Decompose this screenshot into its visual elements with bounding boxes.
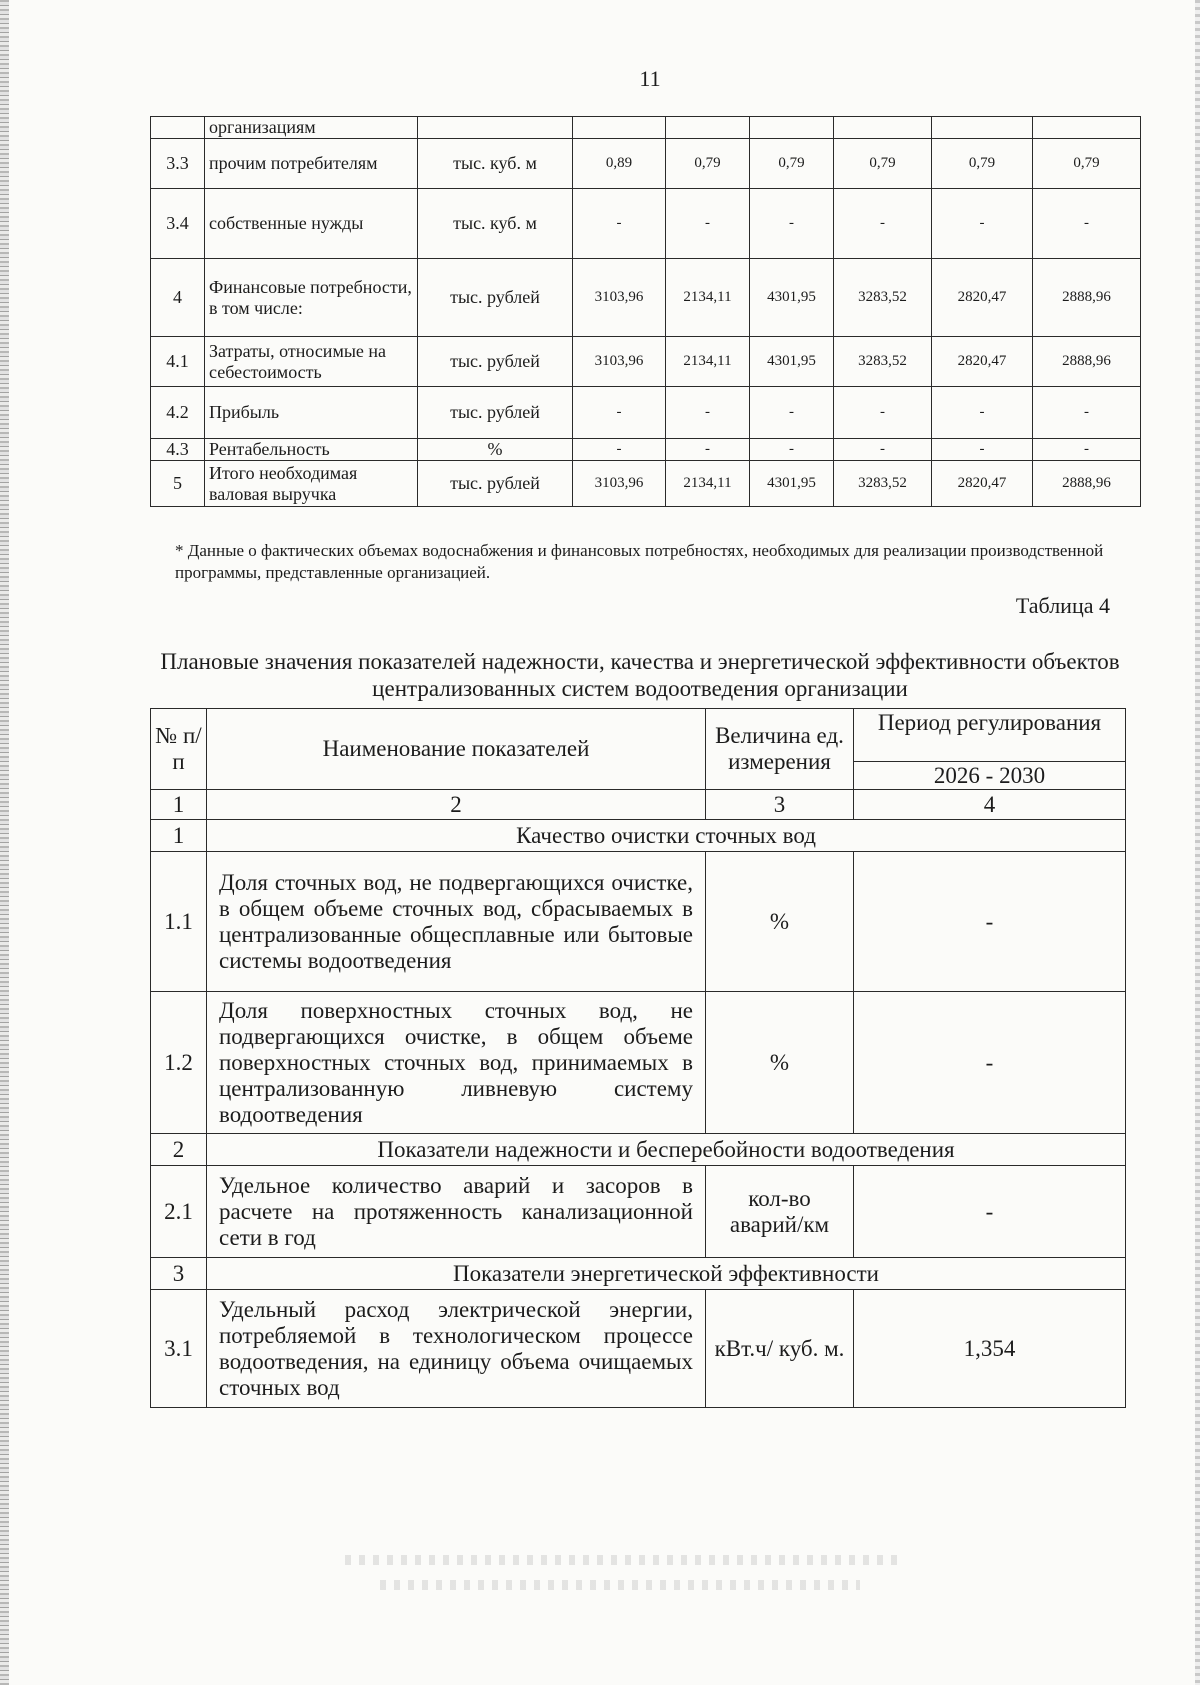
page-number: 11 [639, 66, 661, 91]
row-value: - [573, 439, 666, 461]
row-value: - [573, 387, 666, 439]
row-value: 2134,11 [666, 337, 750, 387]
column-numbers-row [151, 790, 1126, 820]
row-name: Итого необходимая валовая выручка [205, 461, 418, 507]
row-num: 4 [151, 259, 205, 337]
section-title: Качество очистки сточных вод [207, 820, 1126, 852]
row-num: 4.2 [151, 387, 205, 439]
row-value: - [750, 439, 834, 461]
row-unit: % [418, 439, 573, 461]
row-value: - [834, 439, 932, 461]
indicator-value: - [854, 992, 1126, 1134]
indicator-unit: % [706, 992, 854, 1134]
row-value: 0,79 [932, 139, 1033, 189]
row-name: организациям [205, 117, 418, 139]
row-value: 0,79 [1033, 139, 1141, 189]
row-unit: тыс. рублей [418, 337, 573, 387]
row-value: 2820,47 [932, 461, 1033, 507]
row-num [151, 117, 205, 139]
indicator-name: Удельный расход электрической энергии, потребляемой в технологическом процессе водоотведения, на единицу объема очищаемых сточных вод [207, 1290, 706, 1408]
indicator-num: 1.2 [151, 992, 207, 1134]
row-value: 2134,11 [666, 461, 750, 507]
row-name: собственные нужды [205, 189, 418, 259]
col-number: 1 [151, 790, 207, 820]
row-value [750, 117, 834, 139]
section-row [151, 1258, 1126, 1290]
row-value: 2888,96 [1033, 337, 1141, 387]
row-num: 3.4 [151, 189, 205, 259]
section-title: Показатели надежности и бесперебойности водоотведения [207, 1134, 1126, 1166]
header-period-label: Период регулирования [877, 709, 1102, 735]
row-value [573, 117, 666, 139]
row-value: 4301,95 [750, 259, 834, 337]
header-years: 2026 - 2030 [854, 762, 1126, 790]
row-value: - [750, 387, 834, 439]
row-value: - [666, 387, 750, 439]
row-value: 3103,96 [573, 461, 666, 507]
faint-bleed-through [345, 1555, 905, 1565]
indicator-row [151, 1290, 1126, 1408]
row-value: - [1033, 189, 1141, 259]
indicator-row [151, 1166, 1126, 1258]
header-num: № п/п [151, 709, 207, 790]
row-unit: тыс. куб. м [418, 189, 573, 259]
program-row [151, 461, 1141, 507]
row-value: 3103,96 [573, 337, 666, 387]
row-value [1033, 117, 1141, 139]
header-unit: Величина ед. измерения [706, 709, 854, 790]
indicator-unit: кВт.ч/ куб. м. [706, 1290, 854, 1408]
row-value: 0,79 [750, 139, 834, 189]
row-value: - [1033, 387, 1141, 439]
indicator-unit: кол-во аварий/км [706, 1166, 854, 1258]
row-value: 4301,95 [750, 461, 834, 507]
section-num: 1 [151, 820, 207, 852]
row-value: 2888,96 [1033, 461, 1141, 507]
faint-bleed-through [380, 1580, 860, 1590]
section-num: 3 [151, 1258, 207, 1290]
program-row [151, 189, 1141, 259]
scan-edge-left [0, 0, 9, 1685]
reliability-indicators-table [150, 708, 1126, 1408]
row-value: 4301,95 [750, 337, 834, 387]
row-name: Финансовые потребности, в том числе: [205, 259, 418, 337]
row-value [666, 117, 750, 139]
col-number: 4 [854, 790, 1126, 820]
row-name: Затраты, относимые на себестоимость [205, 337, 418, 387]
row-value: - [834, 189, 932, 259]
row-unit: тыс. рублей [418, 387, 573, 439]
section-title: Показатели энергетической эффективности [207, 1258, 1126, 1290]
scan-edge-right [1195, 0, 1200, 1685]
row-name: Прибыль [205, 387, 418, 439]
indicator-num: 2.1 [151, 1166, 207, 1258]
row-value: 2134,11 [666, 259, 750, 337]
row-value: 3283,52 [834, 461, 932, 507]
header-name: Наименование показателей [207, 709, 706, 790]
row-value: 2820,47 [932, 337, 1033, 387]
row-value: - [932, 439, 1033, 461]
row-value: - [932, 387, 1033, 439]
header-period [854, 709, 1126, 737]
row-value: 3283,52 [834, 259, 932, 337]
indicator-row [151, 992, 1126, 1134]
program-row [151, 439, 1141, 461]
row-unit: тыс. рублей [418, 461, 573, 507]
row-value: 3103,96 [573, 259, 666, 337]
indicator-name: Доля сточных вод, не подвергающихся очистке, в общем объеме сточных вод, сбрасываемых в централизованные общесплавные или бытовые системы водоотведения [207, 852, 706, 992]
program-row [151, 387, 1141, 439]
indicator-name: Удельное количество аварий и засоров в расчете на протяженность канализационной сети в год [207, 1166, 706, 1258]
indicator-value: - [854, 1166, 1126, 1258]
footnote: * Данные о фактических объемах водоснабжения и финансовых потребностях, необходимых для реализации производственной программы, представленные организацией. [175, 541, 1104, 582]
header-row [151, 709, 1126, 737]
production-program-table [150, 116, 1141, 507]
row-value [932, 117, 1033, 139]
row-name: прочим потребителям [205, 139, 418, 189]
row-value: - [666, 439, 750, 461]
row-value: - [750, 189, 834, 259]
section-row [151, 820, 1126, 852]
row-value: 2888,96 [1033, 259, 1141, 337]
row-num: 4.3 [151, 439, 205, 461]
row-unit: тыс. рублей [418, 259, 573, 337]
row-value: 0,79 [666, 139, 750, 189]
program-row [151, 259, 1141, 337]
row-num: 5 [151, 461, 205, 507]
row-value [834, 117, 932, 139]
row-name: Рентабельность [205, 439, 418, 461]
row-num: 3.3 [151, 139, 205, 189]
table-title: Плановые значения показателей надежности, качества и энергетической эффективности объектов централизованных систем водоотведения организации [160, 649, 1120, 701]
section-num: 2 [151, 1134, 207, 1166]
indicator-unit: % [706, 852, 854, 992]
table-label: Таблица 4 [1015, 593, 1110, 618]
row-value: 0,89 [573, 139, 666, 189]
row-value: - [573, 189, 666, 259]
row-value: 3283,52 [834, 337, 932, 387]
row-value: 0,79 [834, 139, 932, 189]
indicator-row [151, 852, 1126, 992]
row-value: - [932, 189, 1033, 259]
col-number: 2 [207, 790, 706, 820]
indicator-num: 1.1 [151, 852, 207, 992]
row-unit: тыс. куб. м [418, 139, 573, 189]
indicator-value: 1,354 [854, 1290, 1126, 1408]
program-row [151, 337, 1141, 387]
col-number: 3 [706, 790, 854, 820]
indicator-num: 3.1 [151, 1290, 207, 1408]
row-value: - [1033, 439, 1141, 461]
section-row [151, 1134, 1126, 1166]
row-value: - [666, 189, 750, 259]
row-num: 4.1 [151, 337, 205, 387]
program-row [151, 139, 1141, 189]
row-value: 2820,47 [932, 259, 1033, 337]
row-value: - [834, 387, 932, 439]
row-unit [418, 117, 573, 139]
indicator-name: Доля поверхностных сточных вод, не подвергающихся очистке, в общем объеме поверхностных сточных вод, принимаемых в централизованную ливневую систему водоотведения [207, 992, 706, 1134]
program-row [151, 117, 1141, 139]
indicator-value: - [854, 852, 1126, 992]
